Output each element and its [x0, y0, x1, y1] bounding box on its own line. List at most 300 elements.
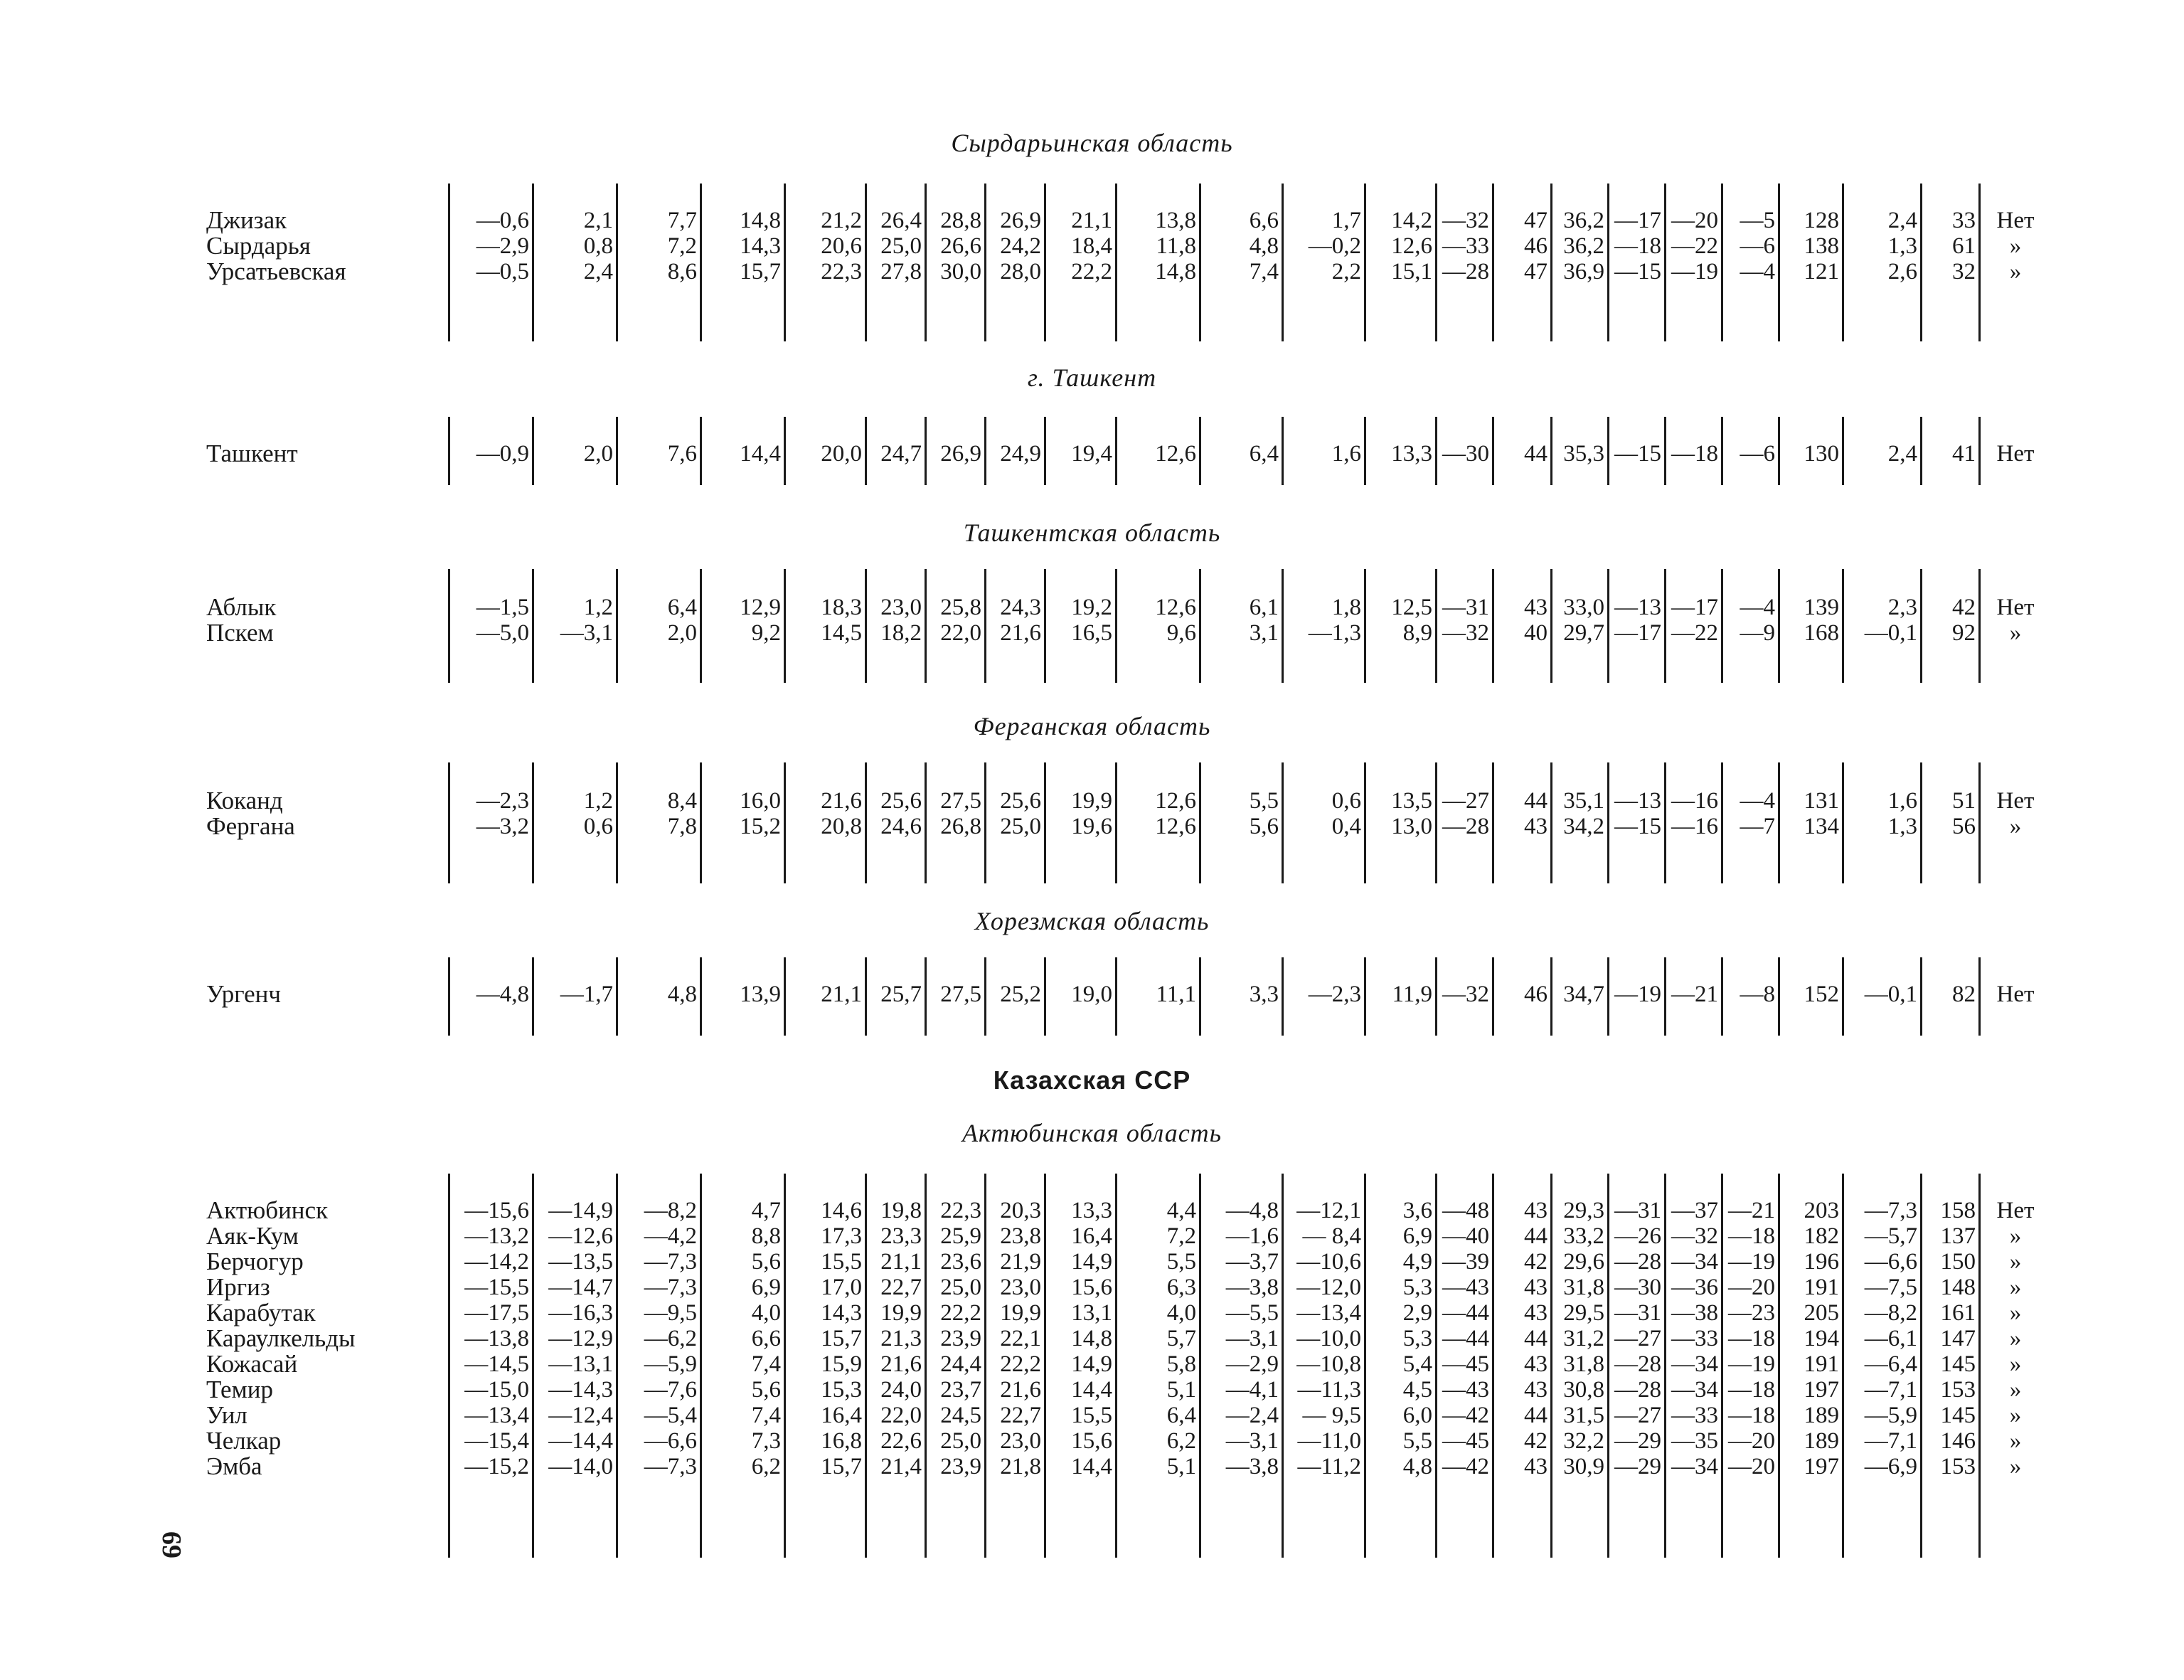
- section-heading: Хорезмская область: [974, 907, 1210, 935]
- table-cell: —13,5: [548, 1249, 613, 1275]
- column-rule: [925, 957, 927, 1036]
- table-cell: 2,1: [583, 208, 613, 233]
- table-cell: 15,9: [821, 1351, 862, 1377]
- table-cell: 25,6: [880, 788, 922, 814]
- value-column: [1924, 982, 1976, 1007]
- value-column: [704, 208, 781, 285]
- table-cell: 14,4: [1071, 1454, 1112, 1479]
- station-name: Берчогур: [206, 1248, 304, 1275]
- table-cell: —26: [1614, 1223, 1661, 1249]
- column-rule: [616, 184, 618, 341]
- table-cell: 35,1: [1563, 788, 1604, 814]
- column-rule: [1778, 569, 1780, 683]
- column-rule: [984, 417, 986, 485]
- table-cell: —3,7: [1225, 1249, 1279, 1275]
- table-cell: Нет: [1996, 788, 2035, 814]
- table-cell: 30,0: [940, 259, 981, 285]
- column-rule: [1920, 957, 1922, 1036]
- column-rule: [532, 184, 534, 341]
- value-column: [452, 788, 529, 839]
- table-cell: 4,7: [751, 1198, 781, 1223]
- table-cell: —1,7: [560, 982, 613, 1007]
- republic-title: Казахская ССР: [993, 1065, 1191, 1095]
- column-rule: [925, 417, 927, 485]
- table-cell: 139: [1804, 595, 1839, 620]
- table-cell: 19,9: [1000, 1300, 1041, 1326]
- table-cell: —16: [1671, 788, 1718, 814]
- table-cell: —0,2: [1308, 233, 1361, 259]
- table-cell: 19,0: [1071, 982, 1112, 1007]
- column-rule: [1721, 569, 1723, 683]
- column-rule: [1492, 569, 1494, 683]
- table-cell: —32: [1671, 1223, 1718, 1249]
- value-column: [1496, 788, 1548, 839]
- table-cell: —3,1: [560, 620, 613, 646]
- column-rule: [1664, 417, 1666, 485]
- table-cell: 7,8: [667, 814, 697, 839]
- column-rule: [1044, 762, 1046, 883]
- column-rule: [1550, 184, 1552, 341]
- table-cell: 20,6: [821, 233, 862, 259]
- value-column: [1119, 788, 1196, 839]
- table-cell: 14,8: [740, 208, 781, 233]
- table-cell: 15,7: [821, 1326, 862, 1351]
- table-cell: —37: [1671, 1198, 1718, 1223]
- table-cell: 16,4: [821, 1403, 862, 1428]
- table-cell: 24,9: [1000, 441, 1041, 467]
- table-cell: —13,1: [548, 1351, 613, 1377]
- column-rule: [1492, 1174, 1494, 1558]
- value-column: [989, 982, 1041, 1007]
- value-column: [989, 595, 1041, 646]
- table-cell: —18: [1671, 441, 1718, 467]
- column-rule: [1435, 417, 1437, 485]
- table-cell: »: [2009, 1377, 2022, 1403]
- value-column: [1048, 1198, 1112, 1479]
- table-cell: 33,2: [1563, 1223, 1604, 1249]
- table-cell: 15,6: [1071, 1275, 1112, 1300]
- table-cell: —40: [1442, 1223, 1489, 1249]
- table-cell: —30: [1614, 1275, 1661, 1300]
- value-column: [1048, 982, 1112, 1007]
- value-column: [1612, 595, 1661, 646]
- table-cell: 189: [1804, 1403, 1839, 1428]
- value-column: [1119, 595, 1196, 646]
- table-cell: —3,1: [1225, 1326, 1279, 1351]
- table-cell: —20: [1728, 1428, 1775, 1454]
- table-cell: 42: [1524, 1428, 1548, 1454]
- value-column: [536, 595, 613, 646]
- table-cell: 22,6: [880, 1428, 922, 1454]
- station-name: Фергана: [206, 812, 295, 840]
- table-cell: 15,1: [1391, 259, 1432, 285]
- table-cell: 44: [1524, 788, 1548, 814]
- table-cell: —15: [1614, 259, 1661, 285]
- table-cell: 4,8: [667, 982, 697, 1007]
- column-rule: [925, 1174, 927, 1558]
- table-cell: »: [2009, 1403, 2022, 1428]
- column-rule: [532, 762, 534, 883]
- table-cell: 168: [1804, 620, 1839, 646]
- table-cell: 5,8: [1166, 1351, 1196, 1377]
- table-cell: 6,4: [667, 595, 697, 620]
- table-cell: —6,4: [1864, 1351, 1917, 1377]
- column-rule: [1978, 957, 1981, 1036]
- table-cell: 43: [1524, 1377, 1548, 1403]
- table-cell: 24,0: [880, 1377, 922, 1403]
- station-names: [206, 982, 281, 1007]
- column-rule: [1778, 957, 1780, 1036]
- station-name: Джизак: [206, 206, 287, 234]
- value-column: [1286, 208, 1361, 285]
- table-cell: 2,2: [1331, 259, 1361, 285]
- value-column: [1668, 1198, 1718, 1479]
- column-rule: [784, 417, 786, 485]
- table-cell: Нет: [1996, 208, 2035, 233]
- table-cell: 7,4: [751, 1351, 781, 1377]
- table-cell: 4,9: [1402, 1249, 1432, 1275]
- value-column: [1496, 441, 1548, 467]
- table-cell: 18,4: [1071, 233, 1112, 259]
- table-cell: 31,2: [1563, 1326, 1604, 1351]
- table-cell: 21,4: [880, 1454, 922, 1479]
- table-cell: 24,2: [1000, 233, 1041, 259]
- table-cell: —7: [1740, 814, 1775, 839]
- table-cell: 23,3: [880, 1223, 922, 1249]
- table-cell: 6,3: [1166, 1275, 1196, 1300]
- table-cell: —44: [1442, 1326, 1489, 1351]
- value-column: [1496, 208, 1548, 285]
- station-names: [206, 441, 298, 467]
- table-cell: 23,6: [940, 1249, 981, 1275]
- table-cell: 32,2: [1563, 1428, 1604, 1454]
- table-cell: —10,8: [1296, 1351, 1361, 1377]
- table-cell: 21,6: [1000, 1377, 1041, 1403]
- table-cell: 43: [1524, 1275, 1548, 1300]
- column-rule: [1664, 1174, 1666, 1558]
- table-cell: 5,3: [1402, 1275, 1432, 1300]
- station-names: [206, 788, 295, 839]
- table-cell: 23,0: [1000, 1275, 1041, 1300]
- table-cell: —31: [1442, 595, 1489, 620]
- value-column: [1846, 441, 1917, 467]
- table-cell: 4,8: [1402, 1454, 1432, 1479]
- table-cell: 44: [1524, 1223, 1548, 1249]
- column-rule: [532, 957, 534, 1036]
- table-cell: —27: [1442, 788, 1489, 814]
- table-cell: 0,6: [583, 814, 613, 839]
- table-cell: —3,8: [1225, 1275, 1279, 1300]
- value-column: [1286, 788, 1361, 839]
- value-column: [1924, 208, 1976, 285]
- table-cell: —13,4: [464, 1403, 529, 1428]
- column-rule: [532, 1174, 534, 1558]
- table-cell: —0,6: [476, 208, 529, 233]
- value-column: [1782, 441, 1839, 467]
- table-cell: —15: [1614, 441, 1661, 467]
- table-cell: 22,7: [880, 1275, 922, 1300]
- table-cell: —6,9: [1864, 1454, 1917, 1479]
- table-cell: 1,8: [1331, 595, 1361, 620]
- table-cell: 138: [1804, 233, 1839, 259]
- table-cell: 61: [1952, 233, 1976, 259]
- value-column: [1846, 788, 1917, 839]
- table-cell: 15,3: [821, 1377, 862, 1403]
- station-name: Кожасай: [206, 1350, 298, 1378]
- table-cell: —7,1: [1864, 1428, 1917, 1454]
- station-names: [206, 208, 346, 285]
- table-cell: 25,9: [940, 1223, 981, 1249]
- table-cell: —33: [1671, 1326, 1718, 1351]
- column-rule: [1044, 1174, 1046, 1558]
- table-cell: —31: [1614, 1300, 1661, 1326]
- value-column: [989, 208, 1041, 285]
- table-cell: —34: [1671, 1249, 1718, 1275]
- station-name: Челкар: [206, 1427, 282, 1455]
- table-cell: 6,1: [1249, 595, 1279, 620]
- table-cell: 6,4: [1249, 441, 1279, 467]
- table-cell: 3,6: [1402, 1198, 1432, 1223]
- table-cell: —15,4: [464, 1428, 529, 1454]
- table-cell: 6,0: [1402, 1403, 1432, 1428]
- table-cell: —11,0: [1297, 1428, 1361, 1454]
- value-column: [929, 982, 981, 1007]
- table-cell: —7,3: [1864, 1198, 1917, 1223]
- table-cell: 36,2: [1563, 233, 1604, 259]
- station-name: Ташкент: [206, 440, 298, 467]
- value-column: [536, 788, 613, 839]
- value-column: [989, 441, 1041, 467]
- table-cell: —22: [1671, 620, 1718, 646]
- table-cell: 1,2: [583, 595, 613, 620]
- table-cell: —14,2: [464, 1249, 529, 1275]
- column-rule: [700, 184, 702, 341]
- column-rule: [448, 417, 450, 485]
- column-rule: [1550, 569, 1552, 683]
- table-cell: 14,9: [1071, 1351, 1112, 1377]
- value-column: [1846, 1198, 1917, 1479]
- table-cell: —14,0: [548, 1454, 613, 1479]
- column-rule: [1842, 184, 1844, 341]
- table-cell: 13,0: [1391, 814, 1432, 839]
- table-cell: 146: [1940, 1428, 1976, 1454]
- table-cell: —10,6: [1296, 1249, 1361, 1275]
- table-cell: —8,2: [644, 1198, 697, 1223]
- table-cell: —13: [1614, 788, 1661, 814]
- table-cell: 43: [1524, 1351, 1548, 1377]
- value-column: [1782, 1198, 1839, 1479]
- value-column: [1725, 441, 1775, 467]
- section-heading: Ташкентская область: [963, 519, 1221, 547]
- table-cell: »: [2009, 1351, 2022, 1377]
- table-cell: 147: [1940, 1326, 1976, 1351]
- table-cell: 5,3: [1402, 1326, 1432, 1351]
- value-column: [536, 441, 613, 467]
- station-name: Пскем: [206, 619, 274, 647]
- table-cell: 26,4: [880, 208, 922, 233]
- value-column: [1782, 788, 1839, 839]
- table-cell: 15,7: [740, 259, 781, 285]
- column-rule: [616, 417, 618, 485]
- table-cell: 15,7: [821, 1454, 862, 1479]
- table-cell: —0,5: [476, 259, 529, 285]
- value-column: [1668, 788, 1718, 839]
- table-cell: 56: [1952, 814, 1976, 839]
- table-cell: 42: [1952, 595, 1976, 620]
- value-column: [1782, 208, 1839, 285]
- table-cell: 16,5: [1071, 620, 1112, 646]
- table-cell: —18: [1728, 1326, 1775, 1351]
- table-cell: 18,2: [880, 620, 922, 646]
- table-cell: 6,6: [751, 1326, 781, 1351]
- table-cell: 25,0: [880, 233, 922, 259]
- value-column: [1555, 788, 1604, 839]
- table-cell: —33: [1442, 233, 1489, 259]
- table-cell: 24,3: [1000, 595, 1041, 620]
- table-cell: 194: [1804, 1326, 1839, 1351]
- value-column: [1368, 208, 1432, 285]
- value-column: [1555, 982, 1604, 1007]
- column-rule: [1842, 1174, 1844, 1558]
- table-cell: 191: [1804, 1275, 1839, 1300]
- column-rule: [925, 569, 927, 683]
- table-cell: 4,8: [1249, 233, 1279, 259]
- value-column: [869, 441, 922, 467]
- table-cell: —33: [1671, 1403, 1718, 1428]
- table-cell: —4,8: [476, 982, 529, 1007]
- table-cell: 25,8: [940, 595, 981, 620]
- column-rule: [1978, 1174, 1981, 1558]
- column-rule: [1550, 417, 1552, 485]
- value-column: [1782, 982, 1839, 1007]
- column-rule: [1721, 1174, 1723, 1558]
- table-cell: 28,0: [1000, 259, 1041, 285]
- value-column: [1119, 982, 1196, 1007]
- value-column: [1983, 441, 2048, 467]
- value-column: [1119, 208, 1196, 285]
- value-column: [1368, 1198, 1432, 1479]
- value-column: [1368, 595, 1432, 646]
- column-rule: [1364, 417, 1366, 485]
- station-name: Уил: [206, 1401, 247, 1429]
- column-rule: [448, 184, 450, 341]
- column-rule: [1282, 569, 1284, 683]
- table-cell: —7,6: [644, 1377, 697, 1403]
- table-cell: 21,6: [821, 788, 862, 814]
- table-cell: 42: [1524, 1249, 1548, 1275]
- table-cell: —38: [1671, 1300, 1718, 1326]
- table-cell: —4,2: [644, 1223, 697, 1249]
- value-column: [1555, 208, 1604, 285]
- table-cell: —21: [1671, 982, 1718, 1007]
- value-column: [704, 441, 781, 467]
- value-column: [1439, 595, 1489, 646]
- table-cell: —6,2: [644, 1326, 697, 1351]
- value-column: [869, 788, 922, 839]
- table-cell: —19: [1728, 1351, 1775, 1377]
- value-column: [1286, 441, 1361, 467]
- table-cell: Нет: [1996, 1198, 2035, 1223]
- table-cell: —12,9: [548, 1326, 613, 1351]
- value-column: [1924, 595, 1976, 646]
- table-cell: 6,2: [751, 1454, 781, 1479]
- table-cell: —48: [1442, 1198, 1489, 1223]
- table-cell: 15,5: [1071, 1403, 1112, 1428]
- value-column: [704, 788, 781, 839]
- value-column: [1368, 441, 1432, 467]
- table-cell: 148: [1940, 1275, 1976, 1300]
- value-column: [869, 595, 922, 646]
- table-cell: 9,6: [1166, 620, 1196, 646]
- column-rule: [984, 762, 986, 883]
- table-cell: 16,0: [740, 788, 781, 814]
- table-cell: 5,5: [1402, 1428, 1432, 1454]
- column-rule: [700, 957, 702, 1036]
- table-cell: —13,2: [464, 1223, 529, 1249]
- table-cell: 5,6: [751, 1249, 781, 1275]
- table-cell: —17: [1614, 620, 1661, 646]
- table-cell: 4,5: [1402, 1377, 1432, 1403]
- table-cell: 5,5: [1249, 788, 1279, 814]
- table-cell: 17,0: [821, 1275, 862, 1300]
- table-cell: 15,2: [740, 814, 781, 839]
- table-cell: 8,4: [667, 788, 697, 814]
- table-cell: —5,5: [1225, 1300, 1279, 1326]
- table-cell: 21,9: [1000, 1249, 1041, 1275]
- table-cell: —21: [1728, 1198, 1775, 1223]
- table-cell: 46: [1524, 982, 1548, 1007]
- table-cell: —29: [1614, 1428, 1661, 1454]
- table-cell: 2,4: [1887, 441, 1917, 467]
- value-column: [1555, 441, 1604, 467]
- table-cell: 6,2: [1166, 1428, 1196, 1454]
- table-cell: —4: [1740, 595, 1775, 620]
- column-rule: [1721, 957, 1723, 1036]
- page-number: 69: [156, 1531, 186, 1558]
- column-rule: [1721, 417, 1723, 485]
- table-cell: 1,2: [583, 788, 613, 814]
- table-cell: 23,9: [940, 1326, 981, 1351]
- table-cell: 36,2: [1563, 208, 1604, 233]
- column-rule: [925, 184, 927, 341]
- station-name: Аблык: [206, 593, 277, 621]
- value-column: [1048, 595, 1112, 646]
- value-column: [452, 595, 529, 646]
- table-cell: 16,4: [1071, 1223, 1112, 1249]
- table-cell: 26,9: [1000, 208, 1041, 233]
- table-cell: 7,6: [667, 441, 697, 467]
- value-column: [1612, 208, 1661, 285]
- table-cell: 21,1: [821, 982, 862, 1007]
- table-cell: —12,1: [1296, 1198, 1361, 1223]
- column-rule: [925, 762, 927, 883]
- table-cell: 189: [1804, 1428, 1839, 1454]
- table-cell: 15,6: [1071, 1428, 1112, 1454]
- value-column: [704, 1198, 781, 1479]
- table-cell: —44: [1442, 1300, 1489, 1326]
- table-cell: 22,2: [1000, 1351, 1041, 1377]
- column-rule: [1664, 762, 1666, 883]
- column-rule: [984, 1174, 986, 1558]
- table-cell: 19,2: [1071, 595, 1112, 620]
- value-column: [1846, 595, 1917, 646]
- table-cell: —14,9: [548, 1198, 613, 1223]
- table-cell: 23,0: [1000, 1428, 1041, 1454]
- column-rule: [1550, 1174, 1552, 1558]
- table-cell: 29,7: [1563, 620, 1604, 646]
- table-cell: 12,6: [1155, 788, 1196, 814]
- table-cell: 14,5: [821, 620, 862, 646]
